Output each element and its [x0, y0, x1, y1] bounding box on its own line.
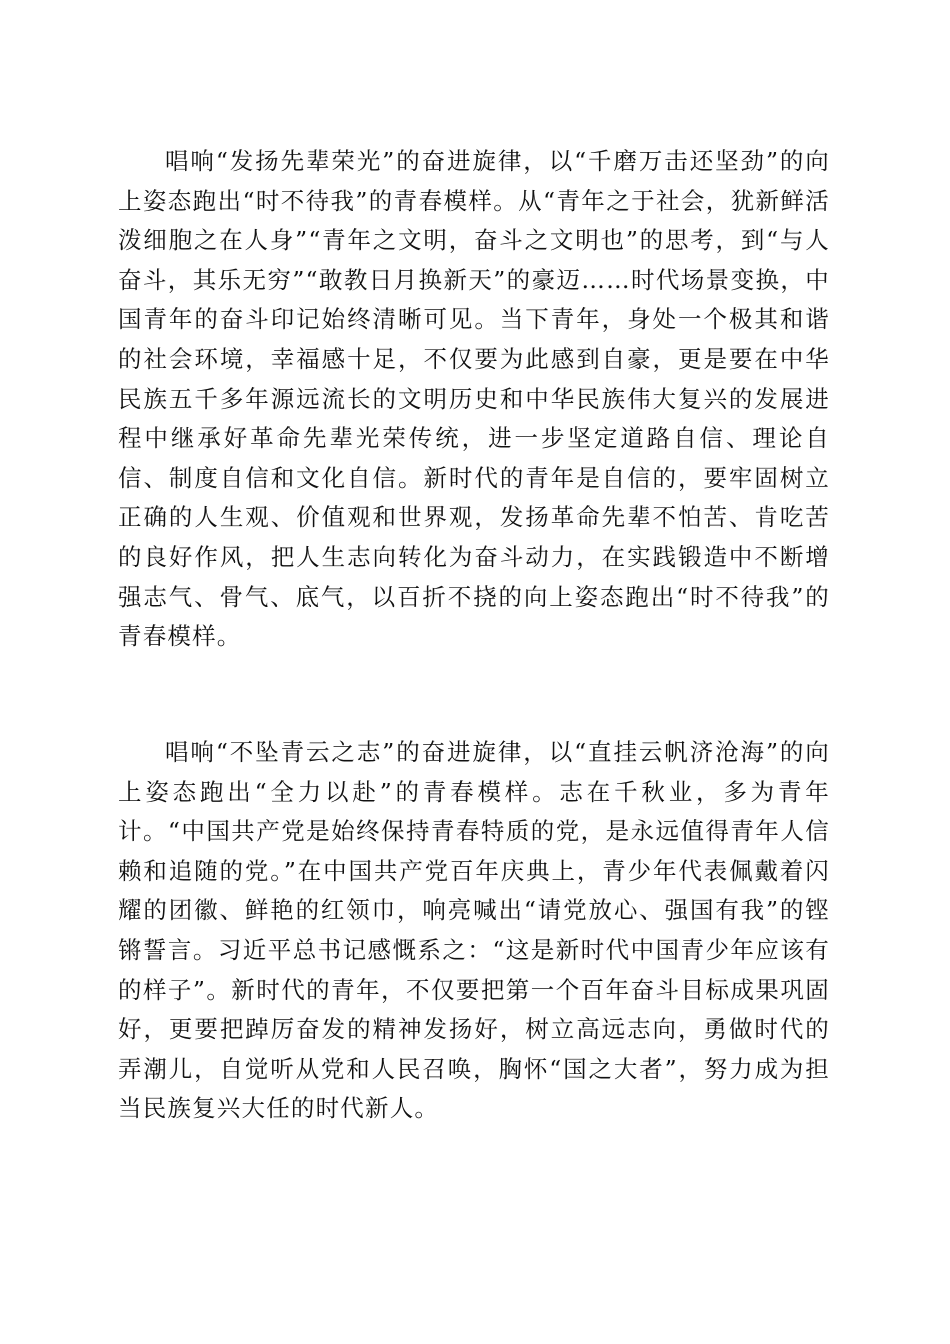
- body-paragraph-1: 唱响“发扬先辈荣光”的奋进旋律，以“千磨万击还坚劲”的向上姿态跑出“时不待我”的青春模样。从“青年之于社会，犹新鲜活泼细胞之在人身”“青年之文明，奋斗之文明也”的思考，到“与人奋斗，其乐无穷”“敢教日月换新天”的豪迈……时代场景变换，中国青年的奋斗印记始终清晰可见。当下青年，身处一个极其和谐的社会环境，幸福感十足，不仅要为此感到自豪，更是要在中华民族五千多年源远流长的文明历史和中华民族伟大复兴的发展进程中继承好革命先辈光荣传统，进一步坚定道路自信、理论自信、制度自信和文化自信。新时代的青年是自信的，要牢固树立正确的人生观、价值观和世界观，发扬革命先辈不怕苦、肯吃苦的良好作风，把人生志向转化为奋斗动力，在实践锻造中不断增强志气、骨气、底气，以百折不挠的向上姿态跑出“时不待我”的青春模样。: [118, 147, 830, 651]
- body-paragraph-2: 唱响“不坠青云之志”的奋进旋律，以“直挂云帆济沧海”的向上姿态跑出“全力以赴”的青春模样。志在千秋业，多为青年计。“中国共产党是始终保持青春特质的党，是永远值得青年人信赖和追随的党。”在中国共产党百年庆典上，青少年代表佩戴着闪耀的团徽、鲜艳的红领巾，响亮喊出“请党放心、强国有我”的铿锵誓言。习近平总书记感慨系之：“这是新时代中国青少年应该有的样子”。新时代的青年，不仅要把第一个百年奋斗目标成果巩固好，更要把踔厉奋发的精神发扬好，树立高远志向，勇做时代的弄潮儿，自觉听从党和人民召唤，胸怀“国之大者”，努力成为担当民族复兴大任的时代新人。: [118, 738, 830, 1123]
